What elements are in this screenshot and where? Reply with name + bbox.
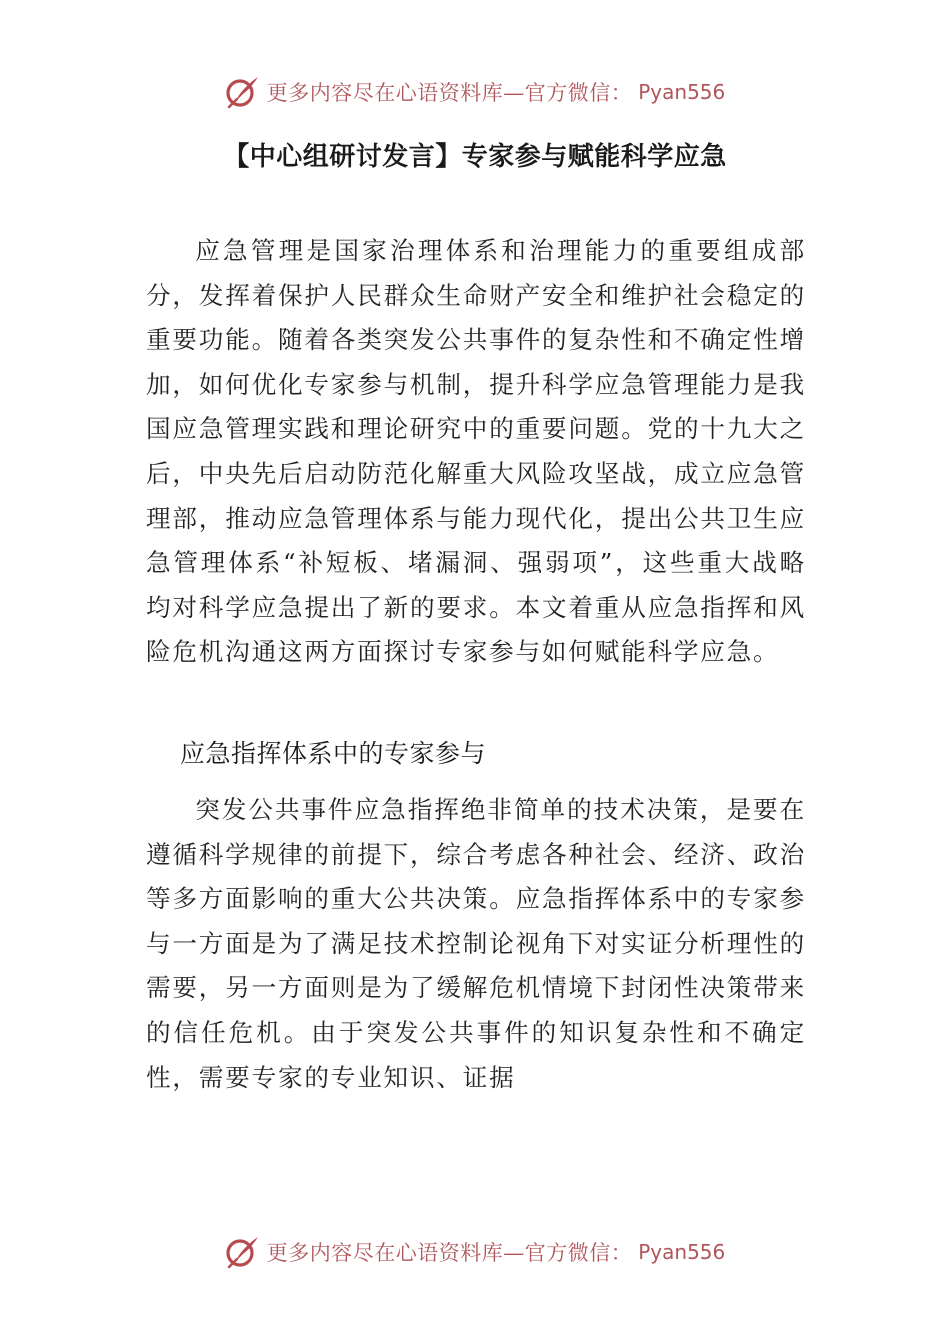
- header-banner: [0, 72, 950, 112]
- paragraph-2: 突发公共事件应急指挥绝非简单的技术决策，是要在遵循科学规律的前提下，综合考虑各种社会、经济、政治等多方面影响的重大公共决策。应急指挥体系中的专家参与一方面是为了满足技术控制论视角下对实证分析理性的需要，另一方面则是为了缓解危机情境下封闭性决策带来的信任危机。由于突发公共事件的知识复杂性和不确定性，需要专家的专业知识、证据: [146, 795, 806, 1092]
- quill-pen-logo-icon: [225, 1234, 261, 1270]
- header-banner-handle: Pyan556: [638, 80, 726, 104]
- paragraph-1: 应急管理是国家治理体系和治理能力的重要组成部分，发挥着保护人民群众生命财产安全和维护社会稳定的重要功能。随着各类突发公共事件的复杂性和不确定性增加，如何优化专家参与机制，提升科学应急管理能力是我国应急管理实践和理论研究中的重要问题。党的十九大之后，中央先后启动防范化解重大风险攻坚战，成立应急管理部，推动应急管理体系与能力现代化，提出公共卫生应急管理体系“补短板、堵漏洞、强弱项”，这些重大战略均对科学应急提出了新的要求。本文着重从应急指挥和风险危机沟通这两方面探讨专家参与如何赋能科学应急。: [146, 236, 806, 667]
- footer-banner: [0, 1232, 950, 1272]
- quill-pen-logo-icon: [225, 74, 261, 110]
- header-banner-text: 更多内容尽在心语资料库—官方微信：: [266, 81, 633, 105]
- document-title: 【中心组研讨发言】专家参与赋能科学应急: [223, 142, 727, 172]
- section-heading: 应急指挥体系中的专家参与: [180, 739, 487, 768]
- footer-banner-handle: Pyan556: [638, 1240, 726, 1264]
- footer-banner-text: 更多内容尽在心语资料库—官方微信：: [266, 1241, 633, 1265]
